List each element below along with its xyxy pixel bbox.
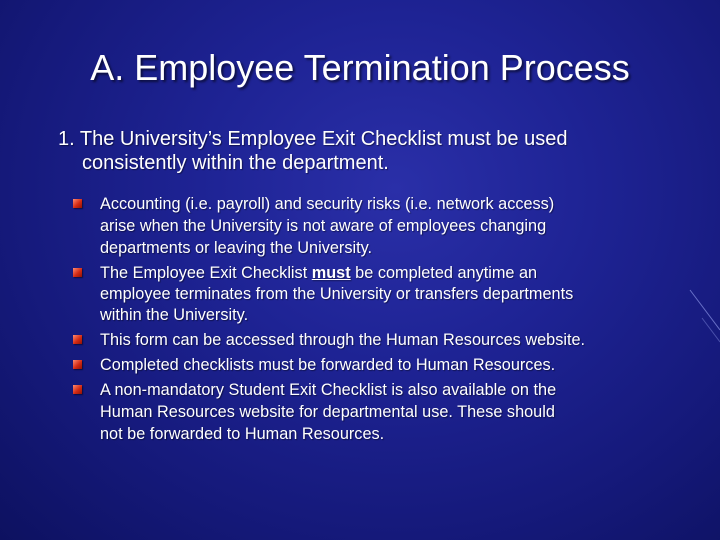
main-point-line-1: 1. The University’s Employee Exit Checklist must be used [58,128,568,150]
bullet-item [72,193,702,259]
slide-title: A. Employee Termination Process [90,47,630,88]
bullet-item [72,262,702,326]
bullet-line [100,262,702,284]
main-point [58,127,698,175]
square-bullet-icon [73,335,82,344]
square-bullet-icon [73,360,82,369]
bullet-line: arise when the University is not aware of employees changing [100,217,547,235]
bullet-line: within the University. [100,306,249,324]
bullet-list [72,193,702,448]
bullet-item [72,379,702,445]
bullet-line: Accounting (i.e. payroll) and security risks (i.e. network access) [100,195,555,213]
bullet-item [72,354,702,376]
bullet-line: employee terminates from the University or transfers departments [100,285,574,303]
bullet-text: The Employee Exit Checklist [100,264,312,282]
main-point-line-2: consistently within the department. [82,152,389,174]
bullet-line: A non-mandatory Student Exit Checklist is also available on the [100,381,557,399]
square-bullet-icon [73,199,82,208]
bullet-line: Completed checklists must be forwarded to Human Resources. [100,356,556,374]
square-bullet-icon [73,268,82,277]
emphasized-word: must [311,264,351,282]
bullet-line: This form can be accessed through the Human Resources website. [100,331,586,349]
bullet-line: Human Resources website for departmental use. These should [100,403,555,421]
bullet-line: not be forwarded to Human Resources. [100,425,385,443]
square-bullet-icon [73,385,82,394]
bullet-item [72,329,702,351]
bullet-text: be completed anytime an [350,264,538,282]
bullet-line: departments or leaving the University. [100,239,373,257]
